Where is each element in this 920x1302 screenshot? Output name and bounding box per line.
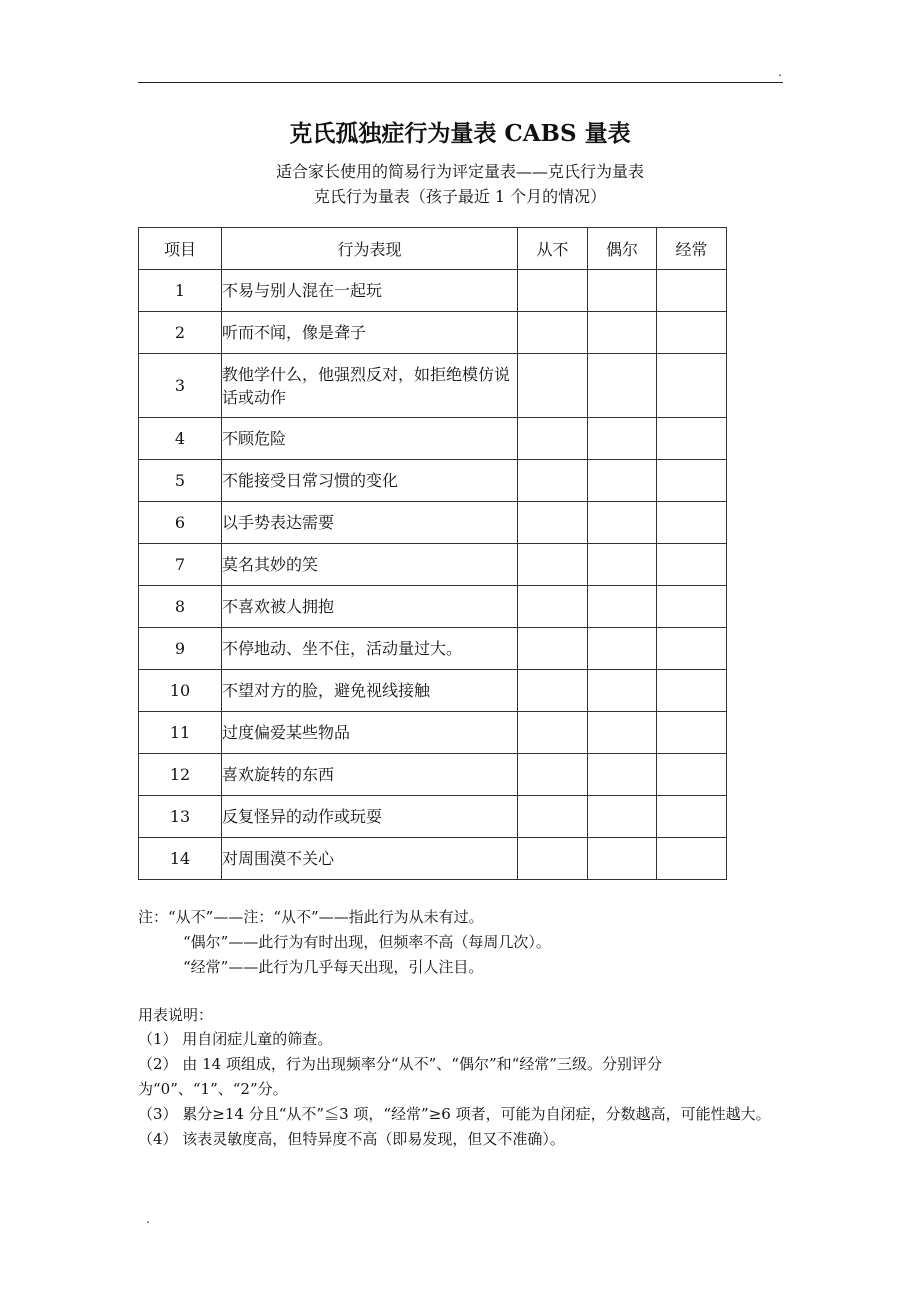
row-number: 6 [139,502,222,544]
table-row [139,796,727,838]
row-number: 2 [139,312,222,354]
cell-often[interactable] [657,796,727,838]
table-header-row [139,228,727,270]
cell-never[interactable] [518,586,588,628]
cell-never[interactable] [518,670,588,712]
header-never: 从不 [518,228,588,270]
cell-sometimes[interactable] [588,460,657,502]
cell-often[interactable] [657,754,727,796]
subtitle-primary: 适合家长使用的简易行为评定量表——克氏行为量表 [275,162,644,181]
table-row [139,544,727,586]
row-behavior: 教他学什么，他强烈反对，如拒绝模仿说话或动作 [222,354,518,418]
usage-item-1: （1） 用自闭症儿童的筛查。 [138,1030,333,1048]
notes-section [138,905,786,980]
cell-often[interactable] [657,312,727,354]
row-behavior: 不顾危险 [222,418,518,460]
header-behavior: 行为表现 [222,228,518,270]
row-number: 9 [139,628,222,670]
cell-often[interactable] [657,712,727,754]
document-title: 克氏孤独症行为量表 CABS 量表 [289,120,631,147]
row-behavior: 反复怪异的动作或玩耍 [222,796,518,838]
row-behavior: 对周围漠不关心 [222,838,518,880]
cell-often[interactable] [657,270,727,312]
header-sometimes: 偶尔 [588,228,657,270]
table-row [139,270,727,312]
row-behavior: 不望对方的脸，避免视线接触 [222,670,518,712]
cell-never[interactable] [518,460,588,502]
usage-item-2: （2） 由 14 项组成，行为出现频率分“从不”、“偶尔”和“经常”三级。分别评分为“0”、“1”、“2”分。 [138,1055,662,1098]
row-number: 11 [139,712,222,754]
cell-never[interactable] [518,354,588,418]
cell-never[interactable] [518,270,588,312]
row-behavior: 不停地动、坐不住，活动量过大。 [222,628,518,670]
row-behavior: 莫名其妙的笑 [222,544,518,586]
cell-never[interactable] [518,502,588,544]
cell-often[interactable] [657,460,727,502]
cell-often[interactable] [657,586,727,628]
cell-often[interactable] [657,838,727,880]
cell-sometimes[interactable] [588,502,657,544]
cell-sometimes[interactable] [588,712,657,754]
cell-never[interactable] [518,712,588,754]
table-row [139,628,727,670]
table-row [139,670,727,712]
table-row [139,754,727,796]
row-number: 1 [139,270,222,312]
row-number: 5 [139,460,222,502]
cell-sometimes[interactable] [588,628,657,670]
cell-often[interactable] [657,354,727,418]
cell-often[interactable] [657,628,727,670]
header-often: 经常 [657,228,727,270]
cell-often[interactable] [657,418,727,460]
behavior-scale-table [138,227,727,880]
cell-often[interactable] [657,502,727,544]
cell-sometimes[interactable] [588,754,657,796]
header-dot: . [778,65,782,79]
cell-sometimes[interactable] [588,838,657,880]
footer-dot: . [146,1212,150,1226]
table-row [139,418,727,460]
row-number: 3 [139,354,222,418]
table-row [139,838,727,880]
cell-never[interactable] [518,418,588,460]
cell-sometimes[interactable] [588,796,657,838]
cell-never[interactable] [518,312,588,354]
cell-sometimes[interactable] [588,670,657,712]
row-behavior: 不易与别人混在一起玩 [222,270,518,312]
cell-sometimes[interactable] [588,418,657,460]
row-number: 7 [139,544,222,586]
row-number: 12 [139,754,222,796]
row-number: 10 [139,670,222,712]
row-number: 4 [139,418,222,460]
table-row [139,312,727,354]
row-behavior: 过度偏爱某些物品 [222,712,518,754]
usage-section [138,1027,786,1152]
cell-never[interactable] [518,796,588,838]
usage-item-3: （3） 累分≥14 分且“从不”≦3 项，“经常”≥6 项者，可能为自闭症，分数越高，可能性越大。 [138,1105,771,1123]
note-sometimes: “偶尔”——此行为有时出现，但频率不高（每周几次）。 [183,933,551,951]
note-never: 注：“从不”——注：“从不”——指此行为从未有过。 [138,908,484,926]
row-behavior: 不能接受日常习惯的变化 [222,460,518,502]
cell-never[interactable] [518,544,588,586]
subtitle-secondary: 克氏行为量表（孩子最近 1 个月的情况） [313,187,607,206]
usage-item-4: （4） 该表灵敏度高，但特异度不高（即易发现，但又不准确）。 [138,1130,565,1148]
row-behavior: 听而不闻，像是聋子 [222,312,518,354]
table-row [139,586,727,628]
table-row [139,502,727,544]
note-often: “经常”——此行为几乎每天出现，引人注目。 [183,958,484,976]
cell-sometimes[interactable] [588,312,657,354]
header-rule [138,82,783,83]
row-behavior: 喜欢旋转的东西 [222,754,518,796]
row-behavior: 不喜欢被人拥抱 [222,586,518,628]
cell-sometimes[interactable] [588,354,657,418]
header-item: 项目 [139,228,222,270]
row-number: 13 [139,796,222,838]
cell-sometimes[interactable] [588,544,657,586]
usage-title: 用表说明： [138,1006,214,1024]
row-behavior: 以手势表达需要 [222,502,518,544]
cell-sometimes[interactable] [588,586,657,628]
row-number: 14 [139,838,222,880]
row-number: 8 [139,586,222,628]
cell-often[interactable] [657,670,727,712]
cell-never[interactable] [518,628,588,670]
cell-never[interactable] [518,754,588,796]
table-row [139,460,727,502]
cell-often[interactable] [657,544,727,586]
cell-sometimes[interactable] [588,270,657,312]
table-row [139,354,727,418]
cell-never[interactable] [518,838,588,880]
table-row [139,712,727,754]
